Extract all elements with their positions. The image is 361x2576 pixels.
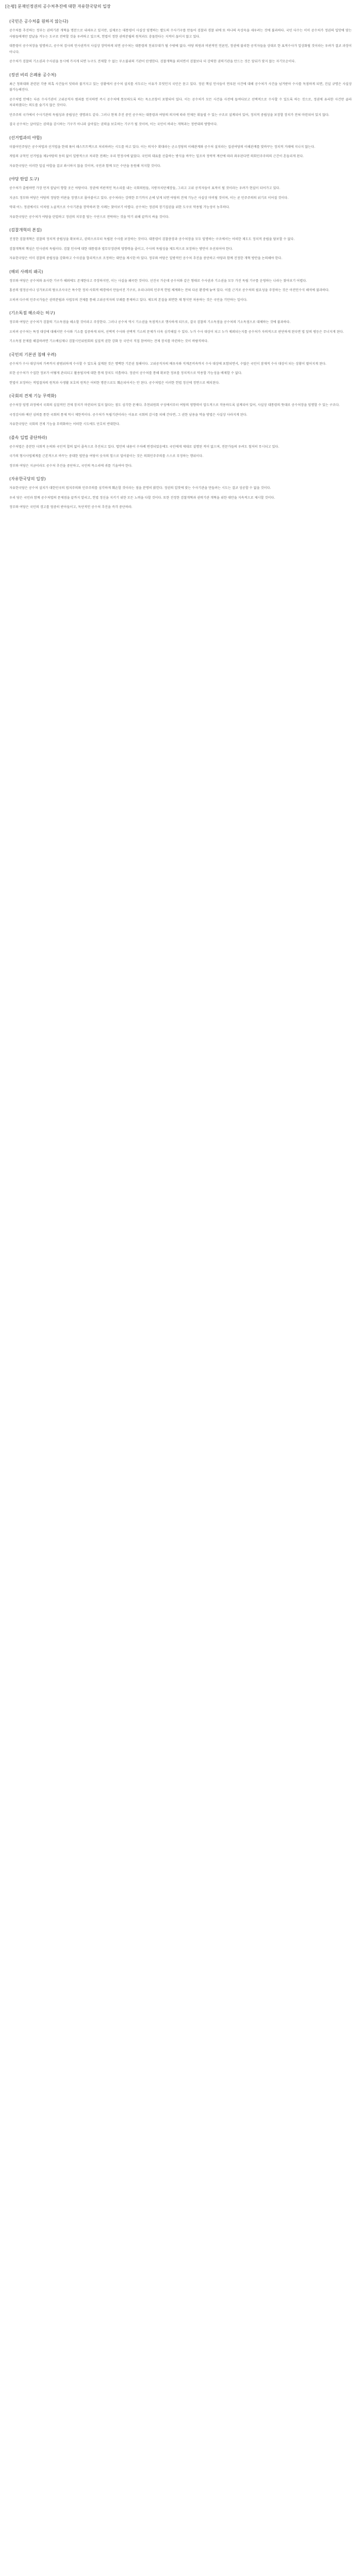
paragraph: 더불어민주당은 공수처법과 선거법을 한데 묶어 패스트트랙으로 처리하려는 시도를 하고 있다. 이는 의석수 확대라는 군소정당의 이해관계와 공수처 설치라는 집권여당의 이해관계를 맞바꾸는 정치적 거래에 지나지 않는다. (9, 145, 316, 149)
paragraph: 공수처를 추진하는 정부는 권력기관 개혁을 명분으로 내세우고 있지만, 실제로는 대통령이 사실상 임명하는 별도의 수사기구를 만들어 검찰과 경찰 위에 또 하나의 옥상옥을 세우려는 것에 불과하다. 국민 다수는 이미 공수처가 정권의 입맛에 맞는 사람들에게만 칼날을 겨누는 도구로 전락할 것을 우려하고 있으며, 헌법이 정한 권력분립의 원칙과도 충돌한다는 지적이 끊이지 않고 있다. (9, 29, 352, 39)
section (9, 476, 352, 511)
section (9, 352, 352, 386)
section-heading: (검찰개혁의 본질) (9, 228, 42, 232)
section (9, 72, 352, 128)
section-heading: (졸속 입법 중단하라) (9, 435, 47, 440)
paragraph: 게임의 규칙인 선거법을 제1야당의 동의 없이 일방적으로 처리한 전례는 우리 헌정사에 없었다. 국민의 대표를 선출하는 방식을 바꾸는 일조차 정략적 계산에 따라 좌우된다면 의회민주주의의 근간이 흔들리게 된다. (9, 155, 304, 158)
section-heading: (자유한국당의 입장) (9, 477, 46, 481)
paragraph: 검찰개혁의 핵심은 인사권의 독립이다. 검찰 인사에 대한 대통령과 법무부장관의 영향력을 줄이고, 수사의 독립성을 제도적으로 보장하는 방안이 우선되어야 한다. (9, 247, 233, 251)
section-heading: (해외 사례의 왜곡) (9, 269, 43, 274)
paragraph: 자유한국당은 이미 검찰의 중립성을 강화하고 수사권을 합리적으로 조정하는 대안을 제시한 바 있다. 정부와 여당은 일방적인 공수처 추진을 중단하고 야당과 함께 진정한 개혁 방안을 논의해야 한다. (9, 257, 283, 260)
paragraph: 공수처가 수사 대상자의 가족까지 광범위하게 수사할 수 있도록 설계된 것은 명백한 기본권 침해이다. 고위공직자의 배우자와 직계존비속까지 수사 대상에 포함되면서, 수많은 국민이 잠재적 수사 대상이 되는 상황이 벌어지게 된다. (9, 362, 326, 366)
paragraph: 정부와 여당은 공수처가 검찰의 기소독점을 해소할 것이라고 주장한다. 그러나 공수처 역시 기소권을 독점적으로 행사하게 되므로, 결국 검찰의 기소독점을 공수처의 기소독점으로 대체하는 것에 불과하다. (9, 320, 291, 324)
paragraph: 지금도 정부와 여당은 야당의 정당한 비판을 정쟁으로 몰아붙이고 있다. 공수처라는 강력한 무기까지 손에 넣게 되면 야당의 견제 기능은 사실상 마비될 것이며, 이는 곧 민주주의의 위기로 이어질 것이다. (9, 196, 289, 200)
paragraph: 공수처법 안에는 다른 수사기관이 고위공직자 범죄를 인지하면 즉시 공수처에 통보하도록 하는 독소조항이 포함되어 있다. 이는 공수처가 모든 사건을 사전에 들여다보고 선택적으로 수사할 수 있도록 하는 것으로, 정권에 유리한 사건만 골라 처리하겠다는 의도를 숨기지 않은 것이다. (9, 97, 352, 107)
section (9, 435, 352, 469)
section-heading: (선거법과의 야합) (9, 135, 42, 140)
section-heading: (야당 탄압 도구) (9, 177, 39, 181)
section-heading: (국민은 공수처를 원하지 않는다) (9, 19, 69, 24)
section (9, 393, 352, 428)
section (9, 310, 352, 345)
paragraph: 우리 당은 국민과 함께 공수처법의 문제점을 끝까지 알리고, 헌법 정신을 지키기 위한 모든 노력을 다할 것이다. 또한 진정한 검찰개혁과 권력기관 개혁을 위한 대안을 지속적으로 제시할 것이다. (9, 496, 275, 500)
paragraph: 민주주의 국가에서 수사기관의 독립성과 중립성은 생명과도 같다. 그러나 현재 추진 중인 공수처는 대통령과 여당의 의지에 따라 언제든 휘둘릴 수 있는 구조로 설계되어 있어, 정치적 중립성을 보장할 장치가 전혀 마련되어 있지 않다. (9, 113, 330, 117)
paragraph: 공수처가 검찰의 기소권과 수사권을 동시에 가지게 되면 누구도 견제할 수 없는 무소불위의 기관이 탄생한다. 검찰개혁을 외치면서 검찰보다 더 강력한 권력기관을 만드는 것은 앞뒤가 맞지 않는 자기모순이다. (9, 60, 296, 63)
section (9, 176, 352, 220)
section-heading: (정권 비리 은폐용 공수처) (9, 72, 57, 77)
header (0, 0, 361, 10)
document-body (0, 10, 361, 511)
paragraph: 정부와 여당은 국민의 경고를 엄중히 받아들이고, 독단적인 공수처 추진을 즉각 중단하라. (9, 505, 133, 509)
paragraph: 국가의 형사사법체계를 근본적으로 바꾸는 중대한 법안을 여당이 숫자의 힘으로 밀어붙이는 것은 의회민주주의를 스스로 부정하는 행위이다. (9, 454, 204, 458)
section (9, 227, 352, 262)
paragraph: 기소독점 문제를 해결하려면 기소배심제나 검찰시민위원회의 실질적 권한 강화 등 국민이 직접 참여하는 견제 장치를 마련하는 것이 바람직하다. (9, 340, 209, 343)
paragraph: 정부와 여당은 공수처와 유사한 기구가 해외에도 존재한다고 주장하지만, 이는 사실을 왜곡한 것이다. 선진국 가운데 공수처와 같은 형태로 수사권과 기소권을 모두 가진 독립 기구를 운영하는 나라는 찾아보기 어렵다. (9, 279, 307, 283)
paragraph: 공수처가 출범하면 가장 먼저 칼날이 향할 곳은 야당이다. 정권에 비판적인 목소리를 내는 국회의원들, 지방자치단체장들, 그리고 고위 공직자들이 표적이 될 것이라는 우려가 현실이 되어가고 있다. (9, 187, 281, 190)
paragraph: 홍콩의 염정공서나 싱가포르의 탐오조사국은 특수한 정치·사회적 배경에서 만들어진 기구로, 우리나라의 민주적 헌법 체계와는 전혀 다른 환경에 놓여 있다. 이를 근거로 공수처의 필요성을 주장하는 것은 아전인수식 해석에 불과하다. (9, 289, 330, 292)
paragraph: 오히려 공수처는 특정 대상에 대해서만 수사와 기소를 집중하게 되어, 선택적 수사와 선택적 기소의 문제가 더욱 심각해질 수 있다. 누가 수사 대상이 되고 누가 제외되는지를 공수처가 자의적으로 판단하게 된다면 법 앞의 평등은 무너지게 된다. (9, 330, 344, 334)
section-heading: (국민의 기본권 침해 우려) (9, 352, 57, 357)
paragraph: 결국 공수처는 살아있는 권력을 감시하는 기구가 아니라 살아있는 권력을 보호하는 기구가 될 것이며, 이는 국민이 바라는 개혁과는 정반대의 방향이다. (9, 123, 218, 126)
paragraph: 공수처장 임명 과정에서 국회의 실질적인 견제 장치가 마련되어 있지 않다는 점도 심각한 문제다. 추천위원회 구성에서부터 여당의 영향력이 압도적으로 작용하도록 설계되어 있어, 사실상 대통령의 뜻대로 공수처장을 임명할 수 있는 구조다. (9, 403, 340, 407)
paragraph: 헌법이 보장하는 적법절차의 원칙과 사생활 보호의 원칙은 어떠한 명분으로도 훼손되어서는 안 된다. 공수처법은 이러한 헌법 정신에 정면으로 배치된다. (9, 381, 220, 385)
section (9, 135, 352, 170)
section (9, 269, 352, 303)
paragraph: 공수처법은 충분한 사회적 논의와 국민적 합의 없이 졸속으로 추진되고 있다. 법안의 내용이 수차례 변경되었음에도 국민에게 제대로 설명된 적이 없으며, 전문가들의 우려도 철저히 무시되고 있다. (9, 445, 280, 449)
document-title: [논평] 문재인정권의 공수처추진에 대한 자유한국당의 입장 (5, 4, 111, 9)
section (9, 19, 352, 65)
section-heading: (기소독점 해소라는 허구) (9, 311, 55, 315)
paragraph: 정부와 여당은 지금이라도 공수처 추진을 중단하고, 국민의 목소리에 귀를 기울여야 한다. (9, 464, 133, 468)
paragraph: 대통령이 공수처장을 임명하고, 공수처 검사의 인사권까지 사실상 장악하게 되면 공수처는 대통령의 친위부대가 될 수밖에 없다. 야당 의원과 비판적인 언론인, 정권에 불리한 공직자들을 상대로 한 표적수사가 일상화될 것이라는 우려가 결코 과장이 아니다. (9, 44, 352, 54)
paragraph: 최근 청와대와 관련된 각종 의혹 사건들이 잇따라 불거지고 있는 상황에서 공수처 설치를 서두르는 이유가 무엇인지 국민은 묻고 있다. 정권 핵심 인사들이 연루된 사건에 대해 공수처가 사건을 넘겨받아 수사를 독점하게 되면, 진실 규명은 사실상 불가능해진다. (9, 82, 352, 92)
paragraph: 역대 어느 정권에서도 이처럼 노골적으로 수사기관을 장악하려 한 사례는 찾아보기 어렵다. 공수처는 정권의 장기집권을 위한 도구로 악용될 가능성이 농후하다. (9, 206, 230, 209)
paragraph: 자유한국당은 공수처가 야당을 탄압하고 정권의 치부를 덮는 수단으로 전락하는 것을 막기 위해 끝까지 싸울 것이다. (9, 215, 170, 219)
section-heading: (국회의 견제 기능 무력화) (9, 394, 57, 398)
paragraph: 자유한국당은 국회의 견제 기능을 무력화하는 어떠한 시도에도 단호히 반대한다. (9, 422, 120, 426)
paragraph: 진정한 검찰개혁은 검찰의 정치적 중립성을 확보하고, 권력으로부터 독립된 수사를 보장하는 것이다. 대통령이 검찰총장과 공수처장을 모두 임명하는 구조에서는 어떠한 제도도 정치적 중립을 담보할 수 없다. (9, 238, 295, 241)
paragraph: 또한 공수처가 수집한 정보가 어떻게 관리되고 활용될지에 대한 통제 장치도 미흡하다. 정권이 공수처를 통해 확보한 정보를 정치적으로 악용할 가능성을 배제할 수 없다. (9, 371, 242, 375)
paragraph: 국정감사와 예산 심의를 통한 국회의 통제 역시 제한적이다. 공수처가 독립기관이라는 이유로 국회의 감시를 피해 간다면, 그 권한 남용을 막을 방법은 사실상 사라지게 된다. (9, 413, 248, 417)
paragraph: 자유한국당은 공수처 설치가 대한민국의 법치주의와 민주주의를 심각하게 훼손할 것이라는 점을 분명히 밝힌다. 정권의 입맛에 맞는 수사기관을 만들려는 시도는 결코 성공할 수 없을 것이다. (9, 486, 271, 490)
paragraph: 오히려 다수의 민주국가들은 권력분립과 사법부의 견제를 통해 고위공직자의 부패를 통제하고 있다. 제도의 본질을 외면한 채 형식만 차용하는 것은 국민을 기만하는 일이다. (9, 298, 248, 302)
paragraph: 자유한국당은 이러한 밀실 야합을 결코 좌시하지 않을 것이며, 국민과 함께 모든 수단을 동원해 저지할 것이다. (9, 164, 161, 168)
